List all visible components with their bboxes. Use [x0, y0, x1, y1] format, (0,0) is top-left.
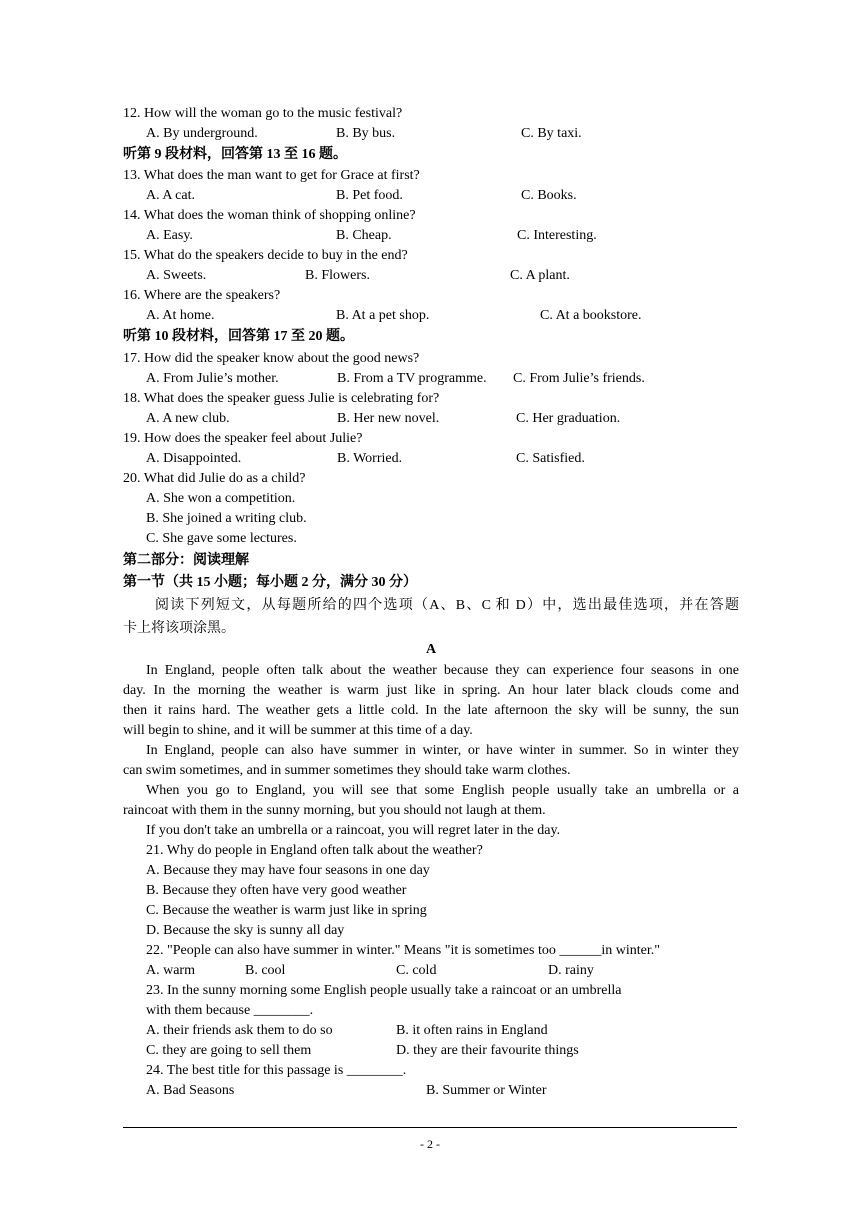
- question-12: 12. How will the woman go to the music festival?: [123, 106, 403, 121]
- q19-option-c: C. Satisfied.: [516, 451, 585, 466]
- page-number: - 2 -: [420, 1137, 440, 1151]
- passage-p2-line-1: In England, people can also have summer in winter, or have winter in summer. So in winter they: [146, 743, 739, 758]
- q19-option-a: A. Disappointed.: [146, 451, 242, 466]
- q22-option-b: B. cool: [245, 963, 286, 978]
- q13-option-c: C. Books.: [521, 188, 577, 203]
- section-one-heading: 第一节（共 15 小题；每小题 2 分，满分 30 分）: [123, 575, 417, 590]
- q16-option-b: B. At a pet shop.: [336, 308, 430, 323]
- q21-option-b: B. Because they often have very good weather: [146, 883, 407, 898]
- q12-option-b: B. By bus.: [336, 126, 396, 141]
- passage-p3-line-2: raincoat with them in the sunny morning, but you should not laugh at them.: [123, 803, 546, 818]
- q18-option-a: A. A new club.: [146, 411, 230, 426]
- question-21: 21. Why do people in England often talk about the weather?: [146, 843, 483, 858]
- question-18: 18. What does the speaker guess Julie is celebrating for?: [123, 391, 440, 406]
- q22-option-a: A. warm: [146, 963, 195, 978]
- q20-option-a: A. She won a competition.: [146, 491, 296, 506]
- q23-option-c: C. they are going to sell them: [146, 1043, 312, 1058]
- question-16: 16. Where are the speakers?: [123, 288, 281, 303]
- q21-option-a: A. Because they may have four seasons in one day: [146, 863, 430, 878]
- q16-option-c: C. At a bookstore.: [540, 308, 642, 323]
- q24-option-b: B. Summer or Winter: [426, 1083, 547, 1098]
- q21-option-c: C. Because the weather is warm just like in spring: [146, 903, 427, 918]
- question-15: 15. What do the speakers decide to buy in the end?: [123, 248, 408, 263]
- section-heading-10: 听第 10 段材料，回答第 17 至 20 题。: [123, 329, 354, 344]
- passage-p1-line-2: day. In the morning the weather is warm just like in spring. An hour later black clouds come and: [123, 683, 739, 698]
- section-heading-9: 听第 9 段材料，回答第 13 至 16 题。: [123, 147, 347, 162]
- q20-option-b: B. She joined a writing club.: [146, 511, 307, 526]
- question-20: 20. What did Julie do as a child?: [123, 471, 306, 486]
- q13-option-a: A. A cat.: [146, 188, 195, 203]
- q17-option-b: B. From a TV programme.: [337, 371, 487, 386]
- q15-option-c: C. A plant.: [510, 268, 570, 283]
- q17-option-a: A. From Julie’s mother.: [146, 371, 279, 386]
- passage-p2-line-2: can swim sometimes, and in summer sometimes they should take warm clothes.: [123, 763, 571, 778]
- passage-p1-line-3: then it rains hard. The weather gets a little cold. In the late afternoon the sky will be sunny, the sun: [123, 703, 739, 718]
- footer-rule: [123, 1127, 737, 1128]
- q14-option-c: C. Interesting.: [517, 228, 597, 243]
- question-14: 14. What does the woman think of shopping online?: [123, 208, 416, 223]
- q14-option-a: A. Easy.: [146, 228, 193, 243]
- q15-option-a: A. Sweets.: [146, 268, 207, 283]
- q23-option-b: B. it often rains in England: [396, 1023, 548, 1038]
- q14-option-b: B. Cheap.: [336, 228, 392, 243]
- q16-option-a: A. At home.: [146, 308, 215, 323]
- question-22: 22. "People can also have summer in winter." Means "it is sometimes too ______in winter.": [146, 943, 660, 958]
- q21-option-d: D. Because the sky is sunny all day: [146, 923, 345, 938]
- question-19: 19. How does the speaker feel about Julie?: [123, 431, 363, 446]
- q18-option-b: B. Her new novel.: [337, 411, 440, 426]
- q18-option-c: C. Her graduation.: [516, 411, 621, 426]
- q17-option-c: C. From Julie’s friends.: [513, 371, 645, 386]
- passage-p1-line-4: will begin to shine, and it will be summer at this time of a day.: [123, 723, 473, 738]
- part-two-heading: 第二部分：阅读理解: [123, 553, 249, 568]
- passage-p1-line-1: In England, people often talk about the weather because they can experience four seasons in one: [146, 663, 739, 678]
- q22-option-c: C. cold: [396, 963, 437, 978]
- instructions-line-1: 阅读下列短文，从每题所给的四个选项（A、B、C 和 D）中，选出最佳选项，并在答题: [155, 598, 739, 613]
- question-13: 13. What does the man want to get for Grace at first?: [123, 168, 420, 183]
- q23-option-d: D. they are their favourite things: [396, 1043, 579, 1058]
- q12-option-a: A. By underground.: [146, 126, 258, 141]
- question-23-line-2: with them because ________.: [146, 1003, 314, 1018]
- instructions-line-2: 卡上将该项涂黑。: [123, 621, 235, 636]
- q13-option-b: B. Pet food.: [336, 188, 403, 203]
- q15-option-b: B. Flowers.: [305, 268, 370, 283]
- passage-p3-line-1: When you go to England, you will see that some English people usually take an umbrella or a: [146, 783, 739, 798]
- question-24: 24. The best title for this passage is ________.: [146, 1063, 407, 1078]
- q22-option-d: D. rainy: [548, 963, 594, 978]
- q20-option-c: C. She gave some lectures.: [146, 531, 297, 546]
- q23-option-a: A. their friends ask them to do so: [146, 1023, 333, 1038]
- q12-option-c: C. By taxi.: [521, 126, 582, 141]
- q24-option-a: A. Bad Seasons: [146, 1083, 235, 1098]
- passage-label: A: [425, 642, 437, 657]
- passage-p4: If you don't take an umbrella or a raincoat, you will regret later in the day.: [146, 823, 561, 838]
- question-23-line-1: 23. In the sunny morning some English people usually take a raincoat or an umbrella: [146, 983, 622, 998]
- question-17: 17. How did the speaker know about the good news?: [123, 351, 420, 366]
- q19-option-b: B. Worried.: [337, 451, 403, 466]
